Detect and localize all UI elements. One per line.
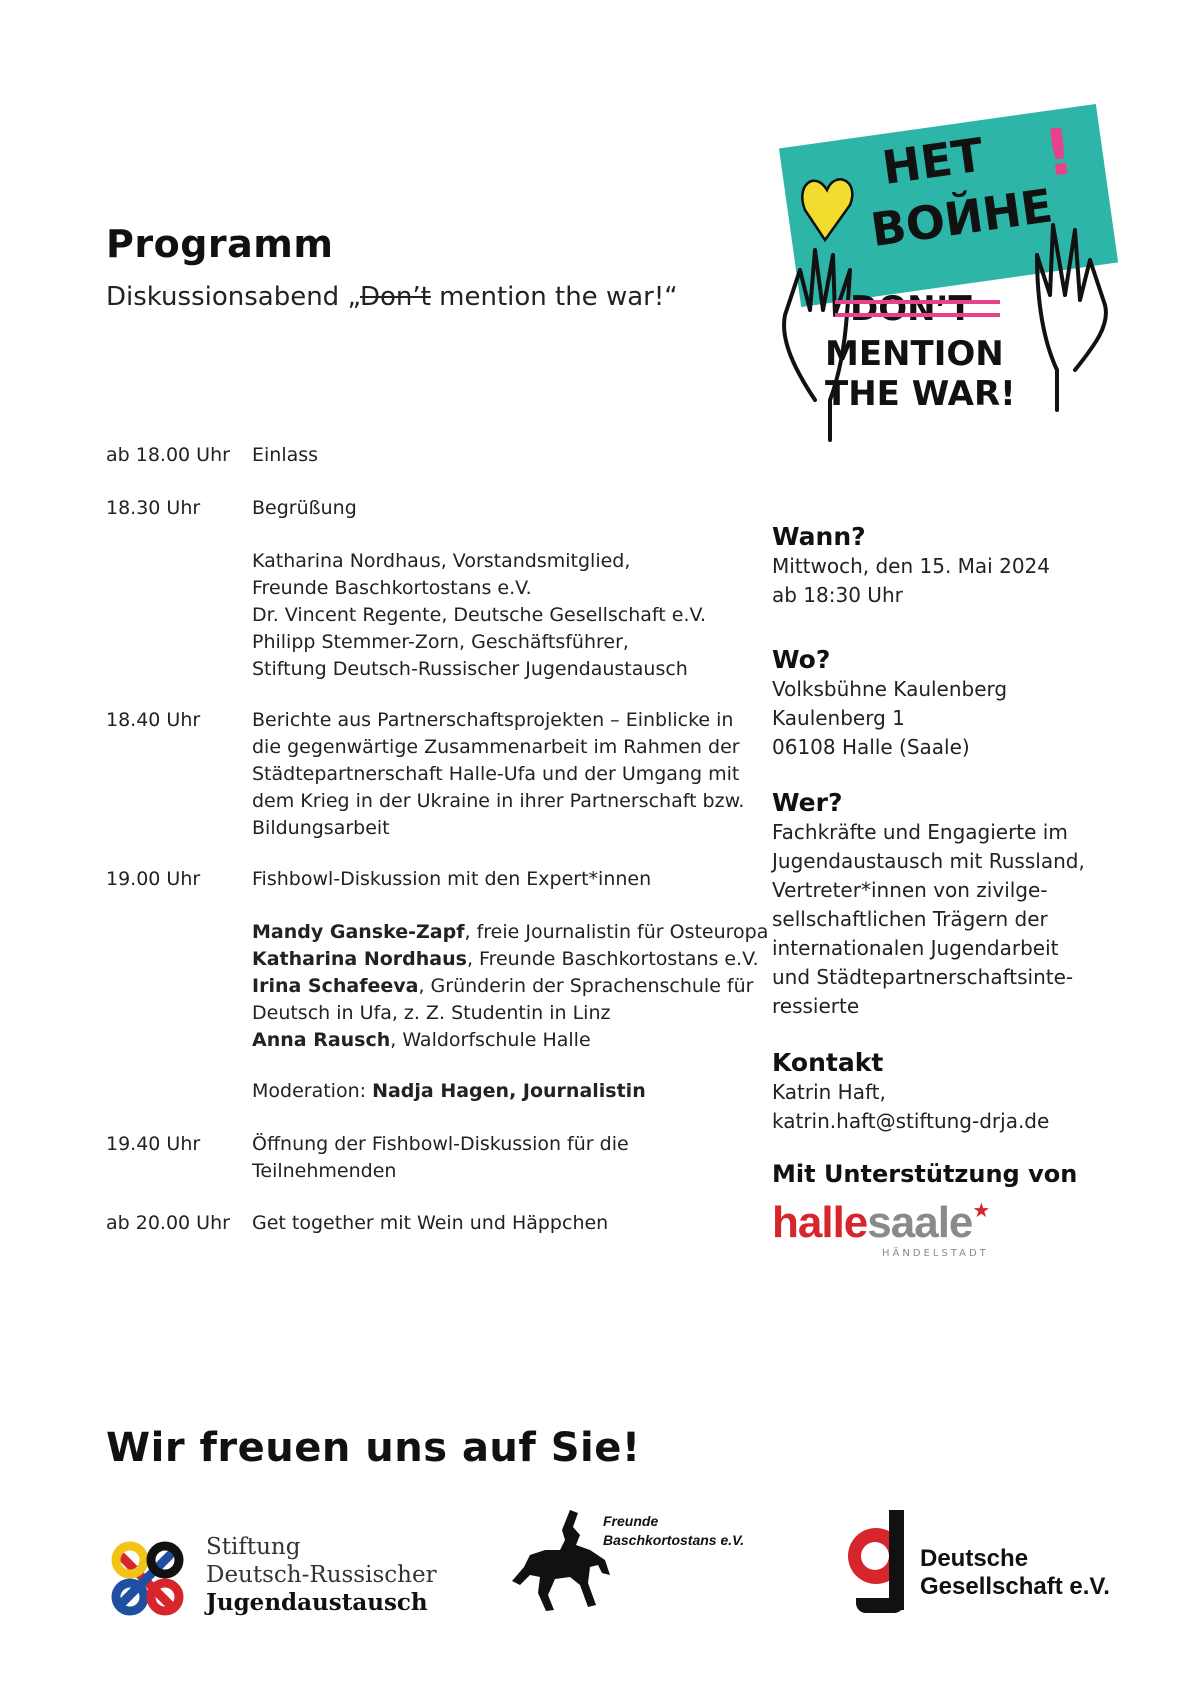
star-icon: ★ — [972, 1198, 991, 1222]
program-line — [252, 946, 759, 973]
program-text: , Waldorfschule Halle — [390, 1029, 591, 1051]
speaker-name: Anna Rausch — [252, 1029, 391, 1051]
where-heading: Wo? — [772, 645, 831, 674]
speaker-name: Irina Schafeeva — [252, 975, 419, 997]
program-time: ab 20.00 Uhr — [106, 1212, 230, 1234]
info-who — [772, 788, 1132, 1021]
program-line — [252, 919, 769, 946]
hallesaale-logo — [772, 1198, 991, 1259]
program-text: Einlass — [252, 444, 319, 466]
who-heading: Wer? — [772, 788, 843, 817]
program-text: , Freunde Baschkortostans e.V. — [466, 948, 759, 970]
logo-tagline: HÄNDELSTADT — [882, 1248, 989, 1259]
logo-part-halle: halle — [772, 1198, 868, 1247]
program-text: Stiftung Deutsch-Russischer Jugendaustausch — [252, 658, 688, 680]
dg-logo-mark — [848, 1510, 908, 1628]
drja-line-1: Stiftung — [206, 1534, 301, 1560]
info-when — [772, 522, 1132, 610]
subtitle-suffix: mention the war!“ — [430, 282, 678, 312]
program-text: Öffnung der Fishbowl-Diskussion für die — [252, 1133, 629, 1155]
poster-line-2: THE WAR! — [825, 374, 1016, 414]
program-description — [252, 919, 769, 1054]
drja-line-2: Deutsch-Russischer — [206, 1562, 437, 1588]
who-line: sellschaftlichen Trägern der — [772, 907, 1048, 931]
no-war-poster — [775, 70, 1125, 455]
program-text: Dr. Vincent Regente, Deutsche Gesellschaft e.V. — [252, 604, 707, 626]
when-line: Mittwoch, den 15. Mai 2024 — [772, 554, 1050, 578]
program-line — [252, 1078, 732, 1105]
program-text: Freunde Baschkortostans e.V. — [252, 577, 532, 599]
dg-line-1: Deutsche — [920, 1545, 1029, 1572]
program-description — [252, 707, 745, 842]
program-line — [252, 866, 732, 893]
who-line: Fachkräfte und Engagierte im — [772, 820, 1068, 844]
program-line — [252, 734, 740, 761]
program-time: 19.40 Uhr — [106, 1133, 201, 1155]
subtitle-prefix: Diskussionsabend „ — [106, 282, 360, 312]
program-text: Fishbowl-Diskussion mit den Expert*innen — [252, 868, 652, 890]
program-text: Bildungsarbeit — [252, 817, 390, 839]
dg-logo-text — [920, 1545, 1110, 1601]
program-line — [252, 973, 754, 1000]
program-description — [252, 1210, 732, 1237]
program-description — [252, 495, 732, 522]
program-line — [252, 815, 732, 842]
program-line — [252, 629, 732, 656]
who-line: ressierte — [772, 994, 860, 1018]
where-line: Kaulenberg 1 — [772, 706, 905, 730]
speaker-name: Mandy Ganske-Zapf — [252, 921, 465, 943]
when-heading: Wann? — [772, 522, 866, 551]
dg-line-2: Gesellschaft e.V. — [920, 1573, 1110, 1600]
program-description — [252, 1131, 732, 1185]
program-text: Deutsch in Ufa, z. Z. Studentin in Linz — [252, 1002, 611, 1024]
contact-heading: Kontakt — [772, 1048, 884, 1077]
program-line — [252, 788, 745, 815]
program-line — [252, 1000, 732, 1027]
freunde-line-1: Freunde — [603, 1513, 659, 1529]
program-text: dem Krieg in der Ukraine in ihrer Partnerschaft bzw. — [252, 790, 745, 812]
program-time: 18.30 Uhr — [106, 497, 201, 519]
program-description — [252, 866, 732, 893]
drja-knot-icon — [105, 1535, 190, 1620]
sponsor-heading: Mit Unterstützung von — [772, 1160, 1078, 1188]
when-line: ab 18:30 Uhr — [772, 583, 903, 607]
program-text: Berichte aus Partnerschaftsprojekten – Einblicke in — [252, 709, 734, 731]
program-line — [252, 1027, 732, 1054]
speaker-name: Nadja Hagen, Journalistin — [372, 1080, 646, 1102]
page-subtitle — [106, 282, 678, 312]
program-line — [252, 495, 732, 522]
program-text: Teilnehmenden — [252, 1160, 397, 1182]
where-line: 06108 Halle (Saale) — [772, 735, 970, 759]
program-text: Philipp Stemmer-Zorn, Geschäftsführer, — [252, 631, 629, 653]
program-line — [252, 1158, 732, 1185]
who-line: Vertreter*innen von zivilge- — [772, 878, 1048, 902]
program-text: Katharina Nordhaus, Vorstandsmitglied, — [252, 550, 631, 572]
program-line — [252, 656, 732, 683]
program-line — [252, 1131, 732, 1158]
info-where — [772, 645, 1132, 762]
who-line: und Städtepartnerschaftsinte- — [772, 965, 1074, 989]
subtitle-strike-word: Don’t — [360, 282, 431, 312]
info-contact — [772, 1048, 1132, 1136]
program-text: Get together mit Wein und Häppchen — [252, 1212, 609, 1234]
strike-word: DON’T — [850, 289, 972, 329]
program-line — [252, 575, 732, 602]
program-time: 19.00 Uhr — [106, 868, 201, 890]
freunde-line-2: Baschkortostans e.V. — [603, 1532, 745, 1548]
dg-tail — [856, 1598, 904, 1613]
program-line — [252, 602, 732, 629]
drja-line-3: Jugendaustausch — [206, 1589, 428, 1616]
page-title: Programm — [106, 222, 334, 266]
sign-line-2: ВОЙНЕ — [867, 178, 1056, 258]
contact-email[interactable]: katrin.haft@stiftung-drja.de — [772, 1109, 1050, 1133]
speaker-name: Katharina Nordhaus — [252, 948, 467, 970]
drja-logo-text — [206, 1533, 437, 1617]
program-text: , Gründerin der Sprachenschule für — [418, 975, 754, 997]
program-line — [252, 707, 732, 734]
program-time: ab 18.00 Uhr — [106, 444, 230, 466]
dg-circle-inner — [861, 1542, 889, 1570]
program-description — [252, 548, 732, 683]
program-line — [252, 761, 740, 788]
contact-name: Katrin Haft, — [772, 1080, 886, 1104]
sign-line-1: НЕТ — [878, 127, 987, 195]
dg-stem — [889, 1510, 904, 1610]
program-text: die gegenwärtige Zusammenarbeit im Rahmen der — [252, 736, 740, 758]
freunde-logo-text — [603, 1512, 744, 1550]
program-schedule — [106, 442, 769, 1252]
program-description — [252, 1078, 732, 1105]
poster-line-1: MENTION — [825, 334, 1004, 374]
program-text: , freie Journalistin für Osteuropa — [464, 921, 769, 943]
who-line: Jugendaustausch mit Russland, — [772, 849, 1085, 873]
closing-message: Wir freuen uns auf Sie! — [106, 1425, 641, 1471]
program-line — [252, 1210, 732, 1237]
program-time: 18.40 Uhr — [106, 709, 201, 731]
program-description — [252, 442, 732, 469]
where-line: Volksbühne Kaulenberg — [772, 677, 1008, 701]
program-text: Moderation: — [252, 1080, 373, 1102]
logo-part-saale: saale — [867, 1198, 973, 1247]
program-line — [252, 548, 732, 575]
sign-exclamation: ! — [1039, 114, 1079, 193]
program-line — [252, 442, 732, 469]
program-text: Begrüßung — [252, 497, 357, 519]
program-text: Städtepartnerschaft Halle-Ufa und der Umgang mit — [252, 763, 740, 785]
who-line: internationalen Jugendarbeit — [772, 936, 1059, 960]
